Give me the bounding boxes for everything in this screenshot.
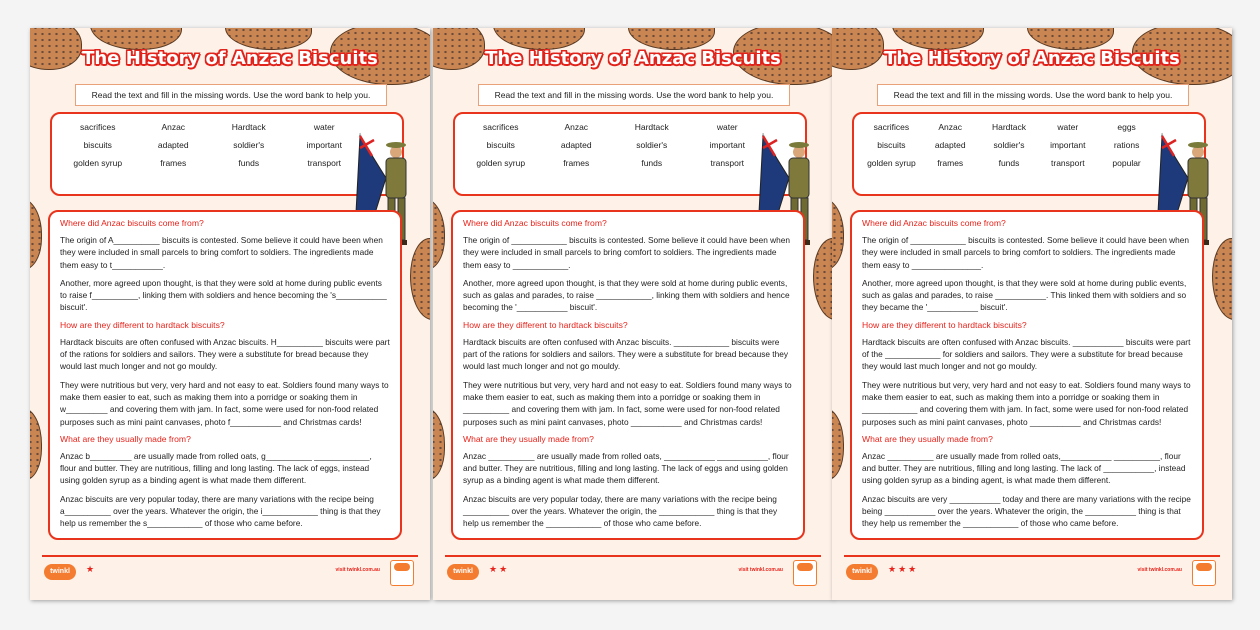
word-bank-word: golden syrup [867,158,916,168]
worksheet-page [30,28,430,600]
section-heading: Where did Anzac biscuits come from? [60,218,204,228]
cloze-paragraph: They were nutritious but very, very hard and not easy to eat. Soldiers found many ways to make them easier to eat, such as making them into a porridge or soaking them in w_________ and covering them with jam. In fact, some were used for non-food related purposes such as mini paint canvases, photo f___________ and Christmas cards! [60,379,389,427]
word-bank [50,112,404,196]
biscuit-decoration [832,408,844,480]
cloze-paragraph: Anzac __________ are usually made from rolled oats, ___________ ___________, flour and butter. They are nutritious, filling and long lasting. The lack of eggs and using golden syrup as a binding agent is what made them different. [463,450,789,486]
footer-divider [844,555,1220,557]
word-bank-word: frames [160,158,187,168]
twinkl-logo: twinkl [846,564,878,580]
biscuit-decoration [832,198,844,270]
instruction-box: Read the text and fill in the missing words. Use the word bank to help you. [478,84,790,106]
difficulty-stars: ★★ [489,564,510,574]
word-bank-word: eggs [1117,122,1136,132]
word-bank-grid [60,122,362,168]
word-bank-word: soldier's [993,140,1025,150]
word-bank-word: Hardtack [991,122,1026,132]
instruction-box: Read the text and fill in the missing words. Use the word bank to help you. [75,84,387,106]
word-bank-word: sacrifices [873,122,910,132]
cloze-paragraph: The origin of ____________ biscuits is contested. Some believe it could have been when they were included in small parcels to bring comfort to soldiers. The ingredients made them easy to _______________. [862,235,1190,270]
word-bank-word: biscuits [877,140,906,150]
cloze-paragraph: Another, more agreed upon thought, is that they were sold at home during public events, such as galas and parades, to raise ____________, linking them with soldiers and hence becoming the '___________ biscuit'. [463,277,790,313]
word-bank-word: Anzac [564,122,589,132]
word-bank-word: important [306,140,342,150]
word-bank-word: sacrifices [80,122,116,132]
twinkl-logo: twinkl [447,564,479,580]
cloze-paragraph: Anzac __________ are usually made from rolled oats,___________ __________, flour and butter. They are nutritious, filling and long lasting. The lack of ___________, instead using golden syrup as a binding agent, is what made them different. [862,450,1186,486]
biscuit-decoration [30,408,42,480]
cloze-paragraph: The origin of ____________ biscuits is contested. Some believe it could have been when they were included in small parcels to bring comfort to soldiers. The ingredients made them easy to ____________. [463,235,791,270]
word-bank-word: important [1050,140,1086,150]
cloze-paragraph: Hardtack biscuits are often confused with Anzac biscuits. H__________ biscuits were part of the rations for soldiers and sailors. They were a substitute for bread because they would last much longer and not go mouldy. [60,336,390,372]
biscuit-decoration [493,28,585,50]
word-bank-word: biscuits [486,140,515,150]
section-heading: Where did Anzac biscuits come from? [862,218,1006,228]
biscuit-decoration [892,28,984,50]
word-bank-word: popular [1112,158,1141,168]
word-bank-word: soldier's [636,140,668,150]
cloze-paragraph: Hardtack biscuits are often confused with Anzac biscuits. ____________ biscuits were part of the rations for soldiers and sailors. They were a substitute for bread because they would last much longer and not go mouldy. [463,336,788,372]
cloze-paragraph: Hardtack biscuits are often confused with Anzac biscuits. ___________ biscuits were part of the ____________ for soldiers and sailors. They were a substitute for bread because they would last much longer and not go mouldy. [862,336,1191,372]
word-bank-word: Hardtack [634,122,669,132]
worksheet-page [832,28,1232,600]
section-heading: What are they usually made from? [463,433,594,444]
instruction-box: Read the text and fill in the missing words. Use the word bank to help you. [877,84,1189,106]
cloze-paragraph: They were nutritious but very, very hard and not easy to eat. Soldiers found many ways to make them easier to eat, such as making them into a porridge or soaking them in ____________ and covering them with jam. In fact, some were used for non-food related purposes such as mini paint canvases, photo ___________ and Christmas cards! [862,379,1191,427]
word-bank-word: important [709,140,745,150]
text-passage [451,210,805,540]
worksheet-title: The History of Anzac Biscuits [82,48,378,69]
word-bank-word: adapted [934,140,966,150]
cloze-paragraph: Anzac biscuits are very popular today, there are many variations with the recipe being __________ over the years. Whatever the origin, the ____________ thing is that they help us remember the ____________ of those who came before. [463,493,778,529]
footer-url[interactable]: visit twinkl.com.au [1137,567,1182,573]
biscuit-decoration [225,28,312,50]
cloze-paragraph: Anzac b_________ are usually made from rolled oats, g__________ ____________, flour and butter. They are nutritious, filling and long lasting. The lack of eggs, instead using golden syrup as a binding agent is what made them different. [60,450,372,486]
word-bank-word: golden syrup [476,158,526,168]
footer-divider [445,555,821,557]
biscuit-decoration [433,408,445,480]
word-bank-word: biscuits [83,140,112,150]
worksheet-title: The History of Anzac Biscuits [884,48,1180,69]
section-heading: What are they usually made from? [60,433,191,444]
word-bank-word: Anzac [938,122,962,132]
cloze-paragraph: Anzac biscuits are very ___________ today and there are many variations with the recipe being ___________ over the years. Whatever the origin, the ___________ thing is that they help us remember the ____________ of those who came before. [862,493,1191,529]
cloze-paragraph: Anzac biscuits are very popular today, there are many variations with the recipe being a__________ over the years. Whatever the origin, the i____________ thing is that they help us remember the s____________ of those who came before. [60,493,381,529]
cloze-paragraph: Another, more agreed upon thought, is that they were sold at home during public events to raise f__________, linking them with soldiers and hence becoming the 's___________ biscuit'. [60,277,387,313]
worksheet-page [433,28,833,600]
word-bank-word: transport [710,158,745,168]
word-bank-grid [862,122,1156,168]
biscuit-decoration [30,198,42,270]
text-passage [850,210,1204,540]
section-heading: How are they different to hardtack biscuits? [862,319,1027,330]
word-bank-word: water [313,122,335,132]
section-heading: How are they different to hardtack biscuits? [60,319,225,330]
word-bank-word: frames [937,158,964,168]
section-heading: What are they usually made from? [862,433,993,444]
section-heading: Where did Anzac biscuits come from? [463,218,607,228]
word-bank-grid [463,122,765,168]
word-bank-word: frames [563,158,590,168]
quality-badge-icon [390,560,414,586]
word-bank-word: transport [307,158,342,168]
section-heading: How are they different to hardtack biscuits? [463,319,628,330]
word-bank-word: sacrifices [483,122,519,132]
difficulty-stars: ★ [86,564,97,574]
difficulty-stars: ★★★ [888,564,919,574]
word-bank-word: transport [1051,158,1085,168]
text-passage [48,210,402,540]
word-bank-word: soldier's [233,140,265,150]
word-bank-word: funds [238,158,260,168]
word-bank-word: funds [998,158,1020,168]
footer-url[interactable]: visit twinkl.com.au [738,567,783,573]
cloze-paragraph: Another, more agreed upon thought, is that they were sold at home during public events, such as galas and parades, to raise ___________. This linked them with soldiers and so they became the '___________ biscuit'. [862,277,1187,313]
quality-badge-icon [793,560,817,586]
word-bank [453,112,807,196]
biscuit-decoration [90,28,182,50]
biscuit-decoration [628,28,715,50]
biscuit-decoration [433,198,445,270]
word-bank [852,112,1206,196]
biscuit-decoration [1027,28,1114,50]
word-bank-word: golden syrup [73,158,123,168]
word-bank-word: Anzac [161,122,186,132]
word-bank-word: water [1057,122,1079,132]
worksheet-title: The History of Anzac Biscuits [485,48,781,69]
word-bank-word: adapted [560,140,592,150]
twinkl-logo: twinkl [44,564,76,580]
footer-url[interactable]: visit twinkl.com.au [335,567,380,573]
cloze-paragraph: The origin of A__________ biscuits is contested. Some believe it could have been when they were included in small parcels to bring comfort to soldiers. The ingredients made them easy to t___________. [60,235,383,270]
word-bank-word: Hardtack [231,122,266,132]
word-bank-word: adapted [157,140,189,150]
cloze-paragraph: They were nutritious but very, very hard and not easy to eat. Soldiers found many ways to make them easier to eat, such as making them into a porridge or soaking them in __________ and covering them with jam. In fact, some were used for non-food related purposes such as mini paint canvases, photo ___________ and Christmas cards! [463,379,792,427]
word-bank-word: rations [1113,140,1140,150]
word-bank-word: funds [641,158,663,168]
word-bank-word: water [716,122,738,132]
quality-badge-icon [1192,560,1216,586]
footer-divider [42,555,418,557]
